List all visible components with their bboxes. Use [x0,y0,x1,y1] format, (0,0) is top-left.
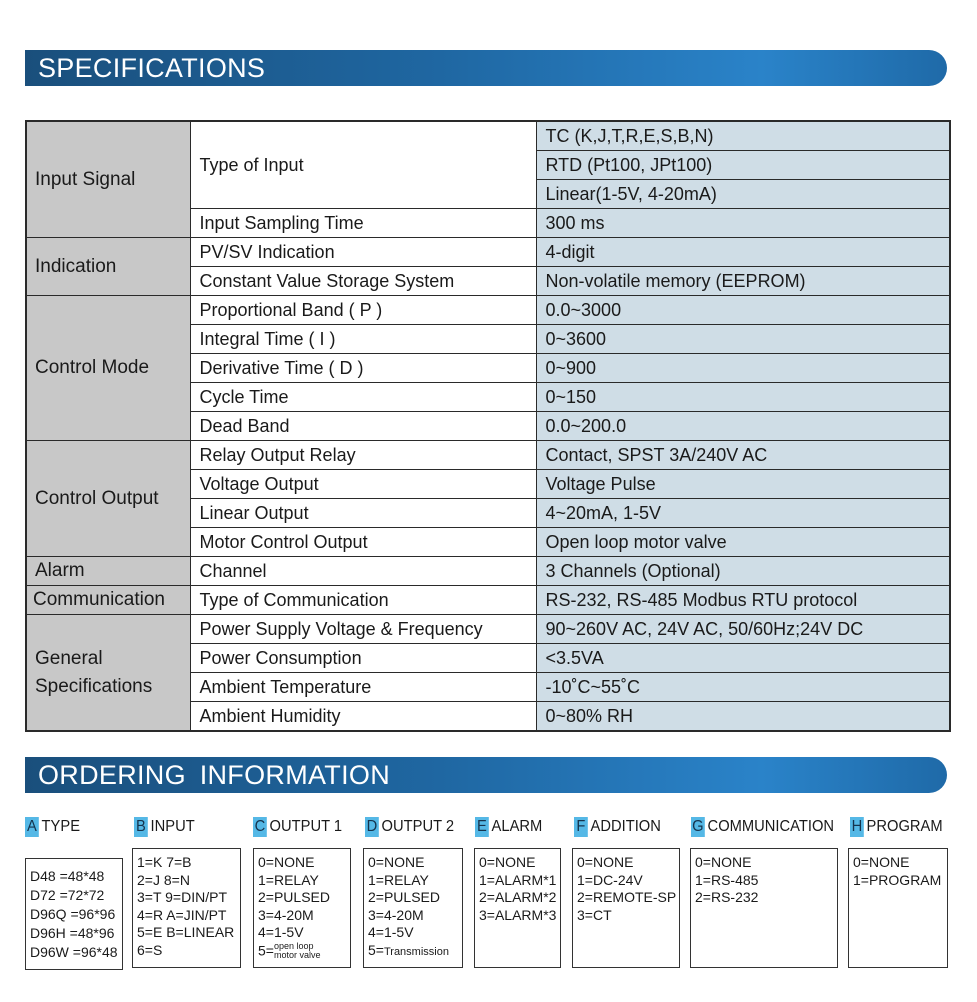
order-option-small: motor valve [273,949,321,960]
order-header-label: ALARM [491,818,543,835]
order-header-label: TYPE [41,818,81,835]
order-header-communication [691,817,834,837]
table-row [26,121,950,151]
code-letter: G [692,818,704,835]
order-option: 4=R A=JIN/PT [137,906,227,923]
specifications-header: SPECIFICATIONS [25,50,947,86]
category-line: Specifications [35,675,153,697]
order-option: 0=NONE [853,854,910,870]
code-letter: F [574,817,588,837]
spec-item: Dead Band [190,412,536,441]
order-box-communication [690,848,838,968]
order-option: 2=ALARM*2 [479,889,557,905]
spec-value: RS-232, RS-485 Modbus RTU protocol [536,586,950,615]
category-input-signal: Input Signal [26,121,190,238]
spec-item: Constant Value Storage System [190,267,536,296]
spec-value: 3 Channels (Optional) [536,557,950,586]
order-option-prefix: 5= [368,941,384,958]
order-header-alarm [475,817,542,837]
order-option: 0=NONE [695,854,752,870]
spec-value: 0~3600 [536,325,950,354]
order-header-output2 [365,817,454,837]
spec-value: Non-volatile memory (EEPROM) [536,267,950,296]
ordering-information-header: ORDERING INFORMATION [25,757,947,793]
order-box-program [848,848,948,968]
order-header-label: OUTPUT 1 [269,818,343,835]
order-header-label: INPUT [150,818,195,835]
spec-value: Voltage Pulse [536,470,950,499]
category-line: General [35,647,103,669]
order-option-prefix: 5= [258,942,274,958]
order-header-addition [574,817,661,837]
order-header-type [25,817,80,837]
spec-item: Proportional Band ( P ) [190,296,536,325]
order-option: 3=CT [577,906,612,923]
order-option: 1=PROGRAM [853,871,942,888]
order-option: 5=E B=LINEAR [137,924,235,940]
specifications-table [25,120,951,732]
order-option: 6=S [137,941,163,958]
spec-item: Power Supply Voltage & Frequency [190,615,536,644]
table-row [26,441,950,470]
order-box-input [132,848,241,968]
table-row [26,296,950,325]
spec-item: Derivative Time ( D ) [190,354,536,383]
order-box-alarm [474,848,561,968]
order-option-small: open loop [273,940,314,951]
table-row [26,557,950,586]
table-row [26,238,950,267]
order-option: 0=NONE [479,854,536,870]
order-header-program [850,817,943,837]
order-header-label: COMMUNICATION [707,818,835,835]
spec-value: 90~260V AC, 24V AC, 50/60Hz;24V DC [536,615,950,644]
spec-value: Contact, SPST 3A/240V AC [536,441,950,470]
order-option: 3=ALARM*3 [479,906,557,923]
spec-item: Ambient Humidity [190,702,536,732]
spec-item: Motor Control Output [190,528,536,557]
order-option: 3=T 9=DIN/PT [137,889,228,905]
order-header-label: ADDITION [590,818,661,835]
category-communication: Communication [26,586,190,615]
category-indication: Indication [26,238,190,296]
order-header-label: OUTPUT 2 [381,818,455,835]
order-option: 1=RS-485 [695,871,759,888]
order-header-label: PROGRAM [866,818,943,835]
spec-value: 0.0~3000 [536,296,950,325]
spec-value: Linear(1-5V, 4-20mA) [536,180,950,209]
spec-value: 0.0~200.0 [536,412,950,441]
spec-item: Linear Output [190,499,536,528]
spec-item: Type of Input [190,121,536,209]
code-letter: C [254,818,266,835]
order-box-output1 [253,848,351,968]
category-general-specifications [26,615,190,732]
category-control-output: Control Output [26,441,190,557]
spec-item: Input Sampling Time [190,209,536,238]
spec-item: Channel [190,557,536,586]
order-option: 1=RELAY [258,871,319,888]
order-option: D96Q =96*96 [30,906,116,922]
spec-value: RTD (Pt100, JPt100) [536,151,950,180]
order-option: D96W =96*48 [30,944,118,960]
spec-value: <3.5VA [536,644,950,673]
spec-item: PV/SV Indication [190,238,536,267]
category-control-mode: Control Mode [26,296,190,441]
order-option: 0=NONE [258,854,315,870]
order-box-type [25,858,123,970]
order-option: 4=1-5V [368,924,414,940]
spec-item: Power Consumption [190,644,536,673]
spec-item: Ambient Temperature [190,673,536,702]
spec-value: 0~900 [536,354,950,383]
table-row [26,586,950,615]
code-letter: H [851,818,863,835]
order-option-small: Transmission [383,945,449,958]
order-option: 3=4-20M [368,906,424,923]
spec-item: Type of Communication [190,586,536,615]
spec-value: TC (K,J,T,R,E,S,B,N) [536,121,950,151]
order-option: D48 =48*48 [30,868,105,884]
order-option [368,942,458,962]
order-header-output1 [253,817,342,837]
order-option: 0=NONE [368,854,425,870]
order-option: 0=NONE [577,854,634,870]
order-option: 1=K 7=B [137,854,192,870]
order-option: 3=4-20M [258,906,314,923]
spec-item: Relay Output Relay [190,441,536,470]
spec-item: Voltage Output [190,470,536,499]
spec-value: 300 ms [536,209,950,238]
order-box-addition [572,848,680,968]
spec-value: 4~20mA, 1-5V [536,499,950,528]
order-option: D96H =48*96 [30,925,115,941]
spec-item: Cycle Time [190,383,536,412]
order-option: 1=DC-24V [577,871,643,888]
code-letter: D [366,818,378,835]
order-option: 2=PULSED [368,889,440,905]
order-option: 2=REMOTE-SP [577,889,677,905]
order-option: 2=RS-232 [695,889,759,905]
order-box-output2 [363,848,463,968]
code-letter: E [476,818,487,835]
order-option: 2=J 8=N [137,871,190,888]
order-option: 4=1-5V [258,924,304,940]
order-option: 1=RELAY [368,871,429,888]
order-header-input [134,817,195,837]
code-letter: A [26,818,37,835]
order-option [258,942,346,960]
table-row [26,615,950,644]
spec-value: Open loop motor valve [536,528,950,557]
spec-value: 4-digit [536,238,950,267]
spec-item: Integral Time ( I ) [190,325,536,354]
order-option: 1=ALARM*1 [479,871,557,888]
order-option: 2=PULSED [258,889,330,905]
spec-value: -10˚C~55˚C [536,673,950,702]
category-alarm: Alarm [26,557,190,586]
spec-value: 0~80% RH [536,702,950,732]
code-letter: B [135,818,146,835]
order-option: D72 =72*72 [30,887,105,903]
spec-value: 0~150 [536,383,950,412]
